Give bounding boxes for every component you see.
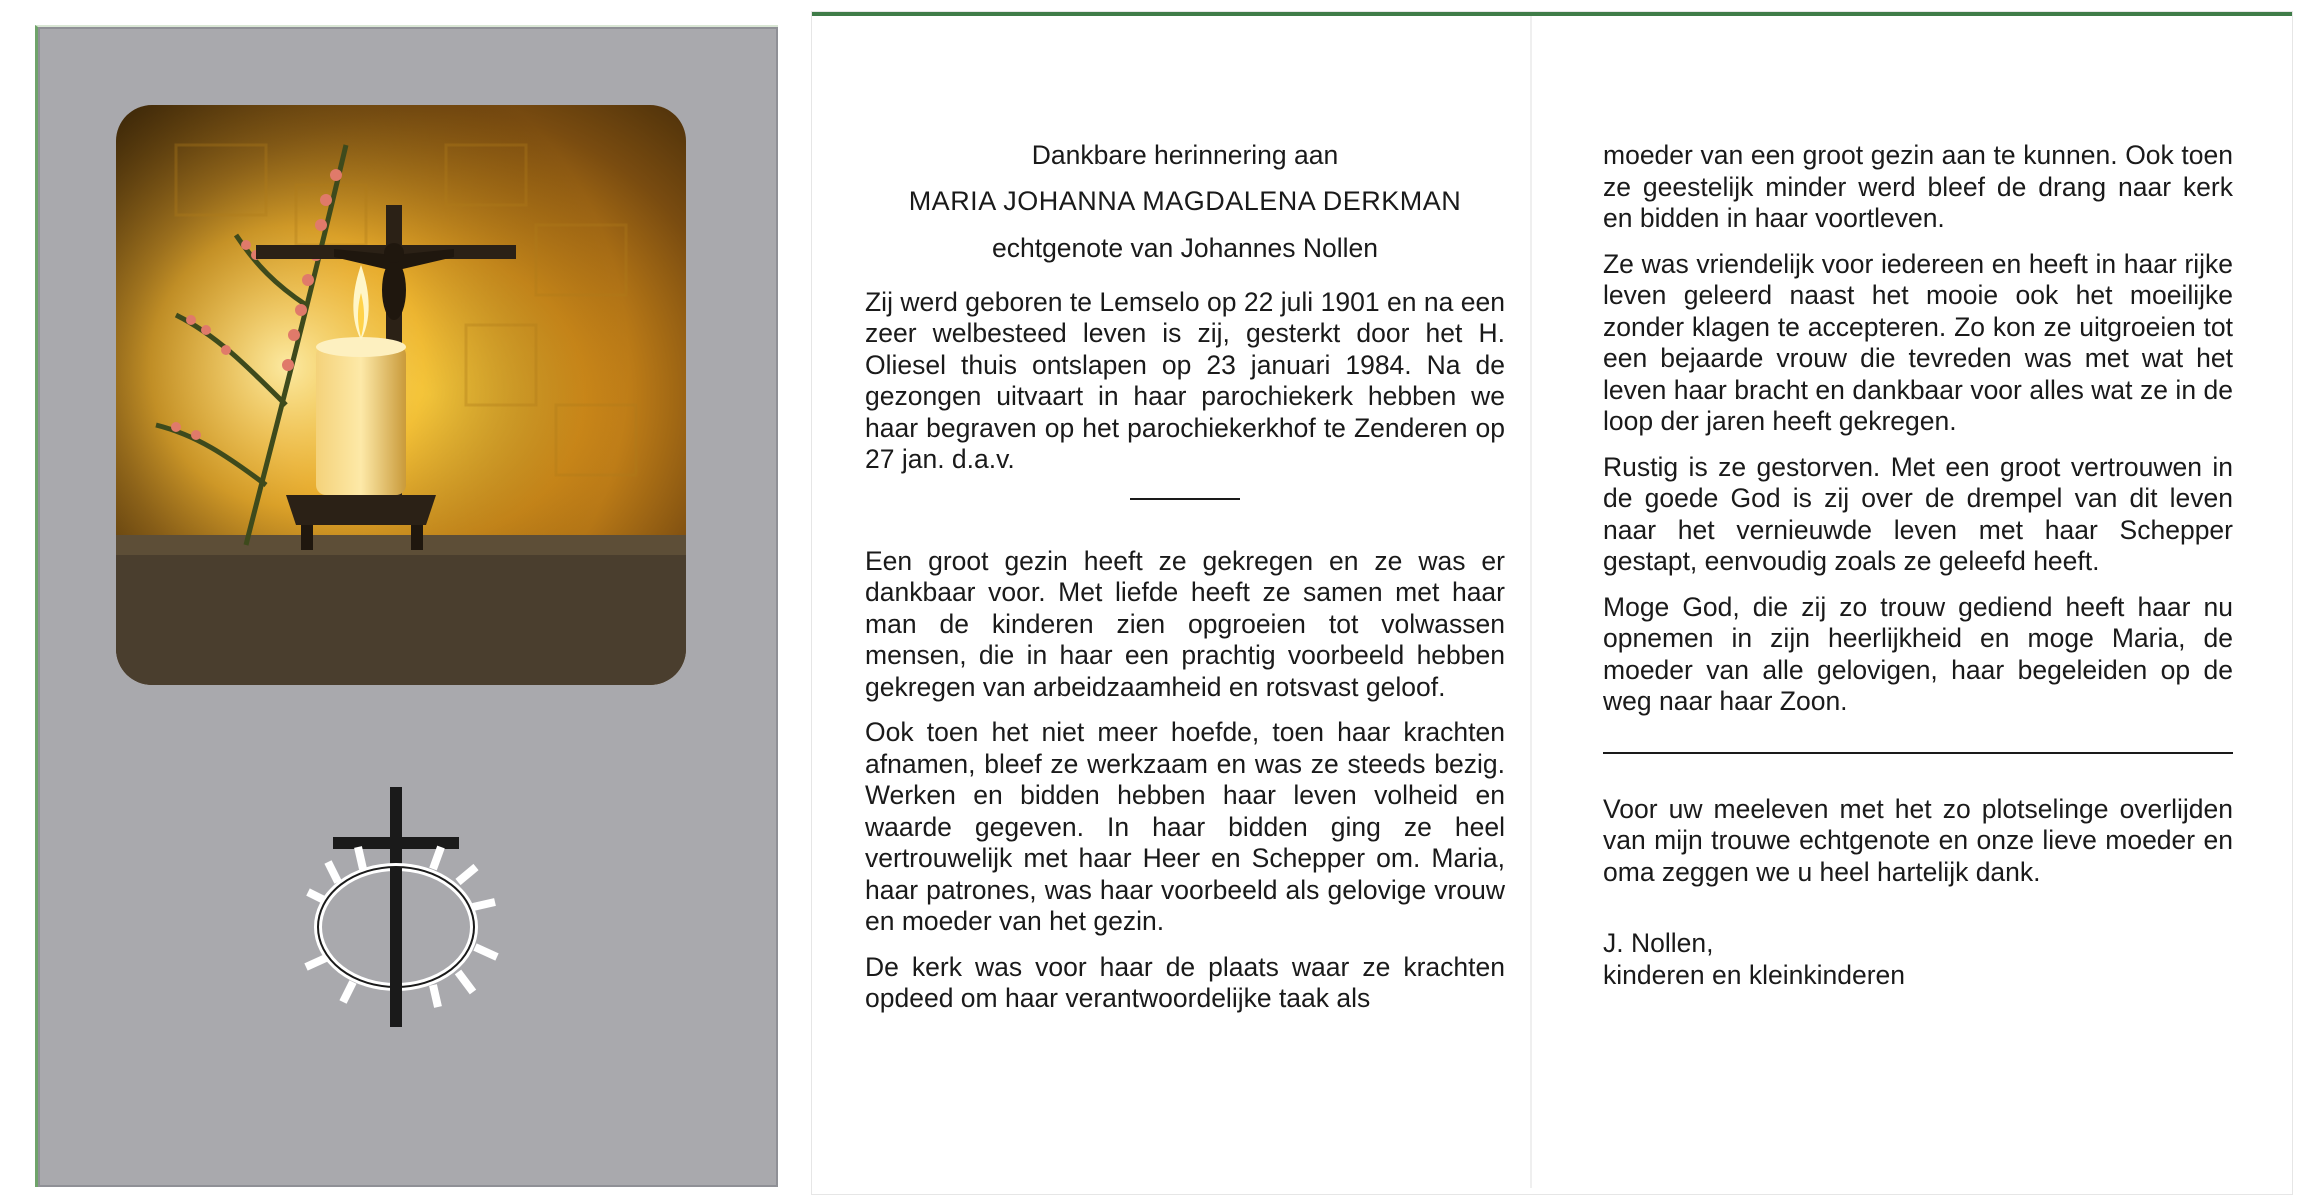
- thanks-paragraph: Voor uw meeleven met het zo plotselinge overlijden van mijn trouwe echtgenote en onze lieve moeder en oma zeggen we u heel hartelijk dank.: [1603, 793, 2233, 887]
- candle-crucifix-photo: [116, 105, 686, 685]
- birth-death-paragraph: Zij werd geboren te Lemselo op 22 juli 1901 en na een zeer welbesteed leven is zij, gesterkt door het H. Oliesel thuis ontslapen op 23 januari 1984. Na de gezongen uitvaart in haar parochiekerk hebben we haar begraven op het parochiekerkhof te Zenderen op 27 jan. d.a.v.: [865, 286, 1505, 474]
- right-column: [1603, 140, 2233, 991]
- mother-paragraph: moeder van een groot gezin aan te kunnen. Ook toen ze geestelijk minder werd bleef de drang naar kerk en bidden in haar voortleven.: [1603, 140, 2233, 233]
- signature-family: kinderen en kleinkinderen: [1603, 959, 1906, 990]
- candle-crucifix-illustration: [116, 105, 686, 685]
- peaceful-death-paragraph: Rustig is ze gestorven. Met een groot vertrouwen in de goede God is zij over de drempel van dit leven naar het vernieuwde leven met haar Schepper gestapt, eenvoudig zoals ze geleefd heeft.: [1603, 451, 2233, 576]
- divider-long: [1603, 752, 2233, 754]
- divider-short: [1130, 498, 1240, 500]
- work-prayer-paragraph: Ook toen het niet meer hoefde, toen haar krachten afnamen, bleef ze werkzaam en was ze steeds bezig. Werken en bidden hebben haar leven volheid en waarde gegeven. In haar bidden ging ze heel vertrouwelijk met haar Heer en Schepper om. Maria, haar patrones, was haar voorbeeld als gelovige vrouw en moeder van het gezin.: [865, 717, 1505, 936]
- intro-line: Dankbare herinnering aan: [1031, 140, 1339, 170]
- signature-name: J. Nollen,: [1603, 928, 1714, 958]
- card-cover: [35, 25, 778, 1187]
- prayer-paragraph: Moge God, die zij zo trouw gediend heeft haar nu opnemen in zijn heerlijkheid en moge Maria, de moeder van alle gelovigen, haar begeleiden op de weg naar haar Zoon.: [1603, 591, 2233, 716]
- kindness-paragraph: Ze was vriendelijk voor iedereen en heeft in haar rijke leven geleerd naast het mooie ook het moeilijke zonder klagen te accepteren. Zo kon ze uitgroeien tot een bejaarde vrouw die tevreden was met wat het leven haar bracht en dankbaar voor alles wat ze in de loop der jaren heeft gekregen.: [1603, 248, 2233, 436]
- cross-crown-of-thorns-icon: [293, 787, 503, 1057]
- family-paragraph: Een groot gezin heeft ze gekregen en ze was er dankbaar voor. Met liefde heeft ze samen met haar man de kinderen zien opgroeien tot volwassen mensen, die in haar een prachtig voorbeeld hebben gekregen van arbeidzaamheid en rotsvast geloof.: [865, 545, 1505, 702]
- spouse-line: echtgenote van Johannes Nollen: [991, 233, 1378, 263]
- signature-block: [1603, 928, 2233, 991]
- card-fold: [1530, 16, 1532, 1188]
- deceased-name: MARIA JOHANNA MAGDALENA DERKMAN: [908, 185, 1462, 216]
- left-column: [865, 140, 1505, 1029]
- church-paragraph: De kerk was voor haar de plaats waar ze krachten opdeed om haar verantwoordelijke taak als: [865, 951, 1505, 1013]
